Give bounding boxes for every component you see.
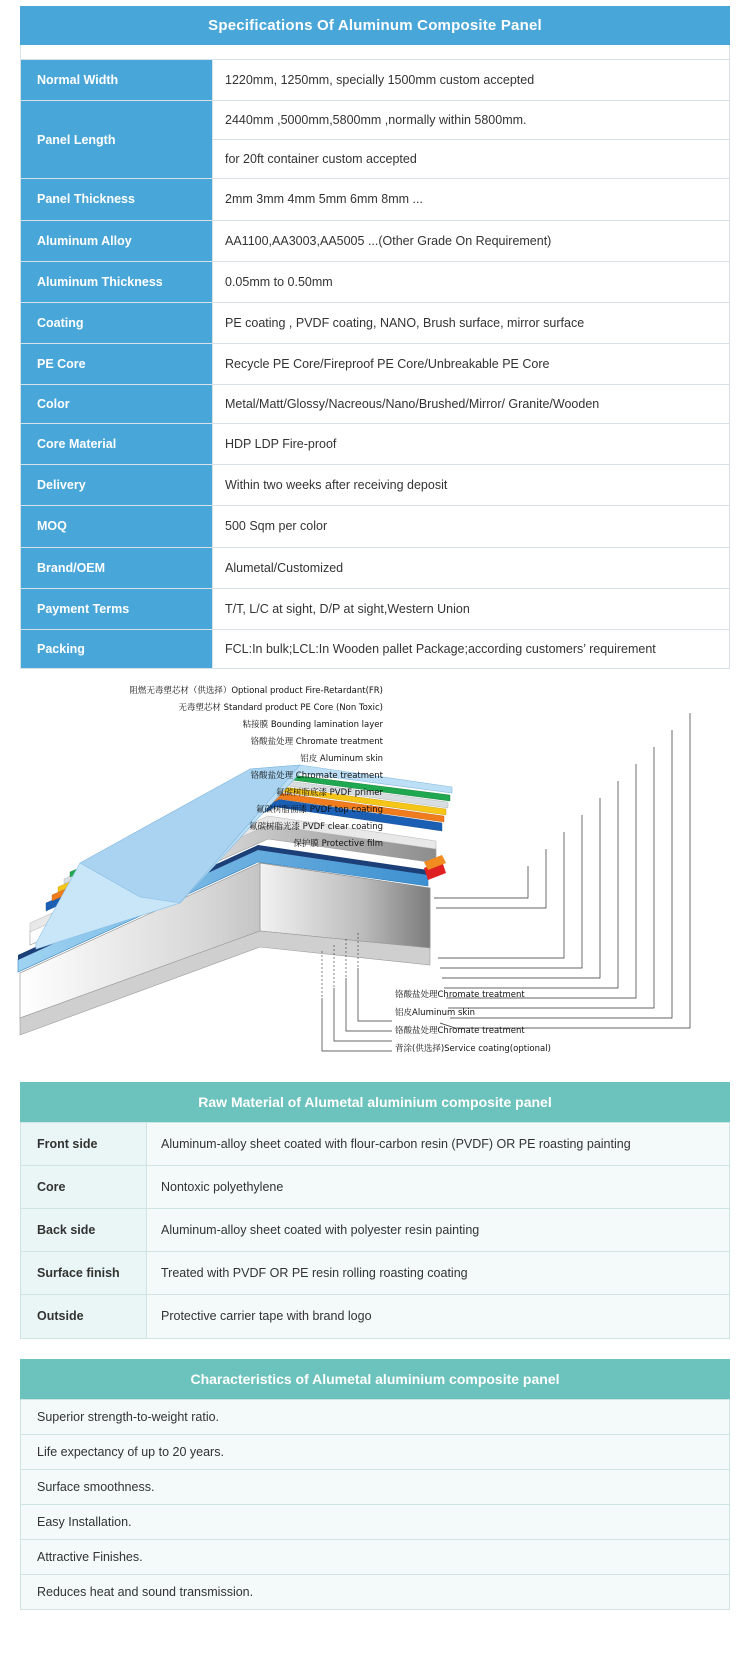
spec-value: Alumetal/Customized bbox=[213, 547, 730, 588]
spec-value: 500 Sqm per color bbox=[213, 506, 730, 547]
diagram-label: 保护膜 Protective film bbox=[293, 838, 383, 849]
list-item: Reduces heat and sound transmission. bbox=[20, 1575, 730, 1610]
diagram-label: 无毒塑芯材 Standard product PE Core (Non Toxic) bbox=[178, 702, 383, 713]
spec-value: 1220mm, 1250mm, specially 1500mm custom accepted bbox=[213, 60, 730, 101]
spec-value: 2440mm ,5000mm,5800mm ,normally within 5800mm. bbox=[213, 101, 730, 140]
spec-value: 0.05mm to 0.50mm bbox=[213, 261, 730, 302]
table-row bbox=[21, 588, 730, 629]
table-row bbox=[21, 506, 730, 547]
raw-value: Aluminum-alloy sheet coated with polyester resin painting bbox=[147, 1209, 730, 1252]
table-row bbox=[21, 385, 730, 424]
table-row bbox=[21, 261, 730, 302]
table-row bbox=[21, 101, 730, 140]
specifications-section bbox=[20, 6, 730, 669]
list-item: Easy Installation. bbox=[20, 1505, 730, 1540]
spec-value: HDP LDP Fire-proof bbox=[213, 424, 730, 465]
spec-key: Core Material bbox=[21, 424, 213, 465]
raw-material-table bbox=[20, 1122, 730, 1339]
diagram-label: 氟碳树脂底漆 PVDF primer bbox=[275, 787, 383, 798]
diagram-label: 氟碳树脂光漆 PVDF clear coating bbox=[248, 821, 383, 832]
list-item: Superior strength-to-weight ratio. bbox=[20, 1399, 730, 1435]
table-row bbox=[21, 220, 730, 261]
table-row bbox=[21, 465, 730, 506]
characteristics-section bbox=[20, 1359, 730, 1610]
table-row bbox=[21, 1122, 730, 1165]
diagram-illustration bbox=[0, 673, 750, 1068]
panel-layer-diagram bbox=[0, 673, 750, 1068]
table-row bbox=[21, 1252, 730, 1295]
spec-value: T/T, L/C at sight, D/P at sight,Western Union bbox=[213, 588, 730, 629]
raw-key: Core bbox=[21, 1166, 147, 1209]
spec-key: Aluminum Thickness bbox=[21, 261, 213, 302]
diagram-label: 铬酸盐处理 Chromate treatment bbox=[250, 736, 383, 747]
spec-key: Coating bbox=[21, 302, 213, 343]
raw-value: Treated with PVDF OR PE resin rolling roasting coating bbox=[147, 1252, 730, 1295]
table-row bbox=[21, 1166, 730, 1209]
raw-value: Protective carrier tape with brand logo bbox=[147, 1295, 730, 1338]
spec-key: Payment Terms bbox=[21, 588, 213, 629]
spec-key: Packing bbox=[21, 629, 213, 668]
spec-value: for 20ft container custom accepted bbox=[213, 140, 730, 179]
product-spec-page bbox=[0, 6, 750, 1657]
spec-key: Panel Thickness bbox=[21, 179, 213, 220]
specifications-title: Specifications Of Aluminum Composite Panel bbox=[20, 6, 730, 45]
table-row bbox=[21, 1295, 730, 1338]
specifications-table bbox=[20, 59, 730, 669]
spec-key: Normal Width bbox=[21, 60, 213, 101]
spec-value: AA1100,AA3003,AA5005 ...(Other Grade On Requirement) bbox=[213, 220, 730, 261]
raw-material-section bbox=[20, 1082, 730, 1339]
diagram-label: 铬酸盐处理Chromate treatment bbox=[395, 989, 525, 1000]
diagram-label: 背涂(供选择)Service coating(optional) bbox=[395, 1043, 551, 1054]
diagram-label: 铬酸盐处理Chromate treatment bbox=[395, 1025, 525, 1036]
table-row bbox=[21, 179, 730, 220]
list-item: Attractive Finishes. bbox=[20, 1540, 730, 1575]
raw-key: Outside bbox=[21, 1295, 147, 1338]
list-item: Life expectancy of up to 20 years. bbox=[20, 1435, 730, 1470]
diagram-label: 粘接膜 Bounding lamination layer bbox=[242, 719, 383, 730]
spec-key: Brand/OEM bbox=[21, 547, 213, 588]
spec-key: Aluminum Alloy bbox=[21, 220, 213, 261]
spec-value: FCL:In bulk;LCL:In Wooden pallet Package;according customers’ requirement bbox=[213, 629, 730, 668]
raw-key: Front side bbox=[21, 1122, 147, 1165]
table-row bbox=[21, 424, 730, 465]
table-row bbox=[21, 302, 730, 343]
spacer bbox=[20, 45, 730, 59]
raw-key: Surface finish bbox=[21, 1252, 147, 1295]
table-row bbox=[21, 1209, 730, 1252]
diagram-label: 阻燃无毒塑芯材（供选择）Optional product Fire-Retardant(FR) bbox=[129, 685, 383, 696]
diagram-label: 氟碳树脂面漆 PVDF top coating bbox=[256, 804, 383, 815]
spec-value: Metal/Matt/Glossy/Nacreous/Nano/Brushed/Mirror/ Granite/Wooden bbox=[213, 385, 730, 424]
table-row bbox=[21, 547, 730, 588]
spec-value: 2mm 3mm 4mm 5mm 6mm 8mm ... bbox=[213, 179, 730, 220]
diagram-label: 铝皮Aluminum skin bbox=[395, 1007, 476, 1018]
characteristics-list bbox=[20, 1399, 730, 1610]
spec-value: PE coating , PVDF coating, NANO, Brush surface, mirror surface bbox=[213, 302, 730, 343]
table-row bbox=[21, 343, 730, 384]
spec-key: Panel Length bbox=[21, 101, 213, 179]
spec-key: PE Core bbox=[21, 343, 213, 384]
raw-value: Nontoxic polyethylene bbox=[147, 1166, 730, 1209]
diagram-label: 铬酸盐处理 Chromate treatment bbox=[250, 770, 383, 781]
raw-key: Back side bbox=[21, 1209, 147, 1252]
spec-key: Delivery bbox=[21, 465, 213, 506]
raw-value: Aluminum-alloy sheet coated with flour-carbon resin (PVDF) OR PE roasting painting bbox=[147, 1122, 730, 1165]
table-row bbox=[21, 629, 730, 668]
spec-key: MOQ bbox=[21, 506, 213, 547]
table-row bbox=[21, 60, 730, 101]
diagram-label: 铝皮 Aluminum skin bbox=[300, 753, 383, 764]
spec-value: Within two weeks after receiving deposit bbox=[213, 465, 730, 506]
list-item: Surface smoothness. bbox=[20, 1470, 730, 1505]
characteristics-title: Characteristics of Alumetal aluminium composite panel bbox=[20, 1359, 730, 1399]
spec-key: Color bbox=[21, 385, 213, 424]
spec-value: Recycle PE Core/Fireproof PE Core/Unbreakable PE Core bbox=[213, 343, 730, 384]
raw-material-title: Raw Material of Alumetal aluminium composite panel bbox=[20, 1082, 730, 1122]
